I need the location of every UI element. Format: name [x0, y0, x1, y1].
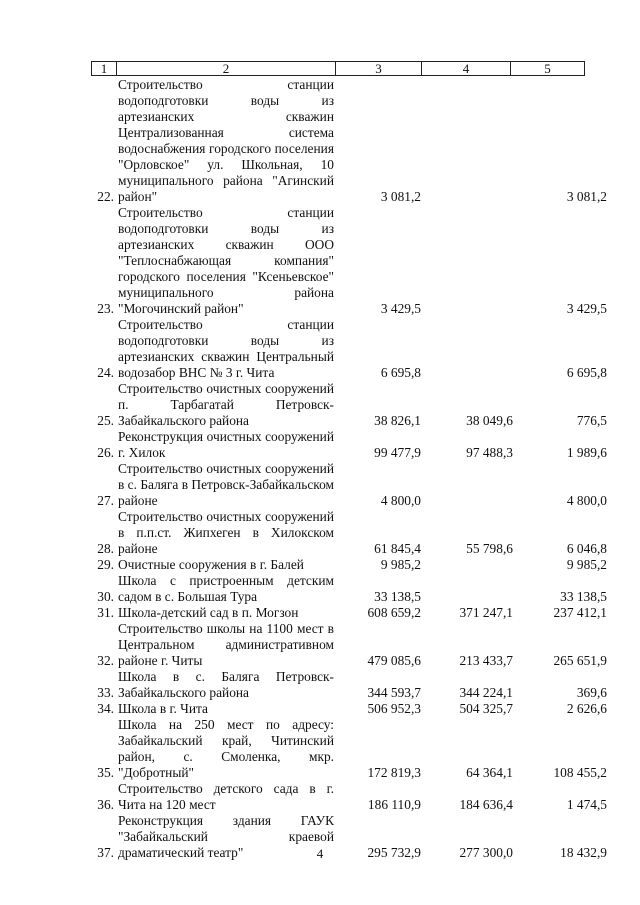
table-row: [0, 557, 640, 573]
header-col-5: 5: [544, 61, 551, 76]
row-name: Строительство станции водоподготовки воды из артезианских скважин Централизованная система водоснабжения городского поселения "Орловское" ул. Школьная, 10 муниципального района "Агинский район": [118, 77, 334, 204]
row-value-col5: 265 651,9: [553, 653, 607, 668]
row-value-total: 344 593,7: [367, 685, 421, 700]
table-body: [0, 77, 640, 861]
row-value-col5: 108 455,2: [553, 765, 607, 780]
row-number: 37.: [97, 845, 114, 860]
row-value-col4: 344 224,1: [459, 685, 513, 700]
row-name: Реконструкция здания ГАУК "Забайкальский краевой драматический театр": [118, 813, 334, 860]
row-value-col5: 6 046,8: [566, 541, 607, 556]
table-row: [0, 381, 640, 429]
row-value-col5: 3 081,2: [566, 189, 607, 204]
row-number: 35.: [97, 765, 114, 780]
table-row: [0, 605, 640, 621]
row-value-total: 3 429,5: [380, 301, 421, 316]
row-value-col4: 371 247,1: [459, 605, 513, 620]
header-col-1: 1: [92, 62, 117, 75]
row-value-col5: 9 985,2: [566, 557, 607, 572]
row-number: 22.: [97, 189, 114, 204]
row-name: Строительство станции водоподготовки воды из артезианских скважин Центральный водозабор ВНС № 3 г. Чита: [118, 317, 334, 380]
row-name: Строительство станции водоподготовки воды из артезианских скважин ООО "Теплоснабжающая компания" городского поселения "Ксеньевское" муниципального района "Могочинский район": [118, 205, 334, 316]
row-value-col4: 213 433,7: [459, 653, 513, 668]
row-number: 30.: [97, 589, 114, 604]
row-value-col5: 237 412,1: [553, 605, 607, 620]
row-value-col4: 184 636,4: [459, 797, 513, 812]
table-row: [0, 205, 640, 317]
row-value-col4: 64 364,1: [466, 765, 513, 780]
row-value-col5: 776,5: [576, 413, 607, 428]
table-row: [0, 429, 640, 461]
row-value-col5: 3 429,5: [566, 301, 607, 316]
row-number: 23.: [97, 301, 114, 316]
row-value-total: 99 477,9: [374, 445, 421, 460]
row-name: Школа в с. Баляга Петровск-Забайкальского района: [118, 669, 334, 700]
row-value-col4: 55 798,6: [466, 541, 513, 556]
row-value-col4: 277 300,0: [459, 845, 513, 860]
row-name: Школа с пристроенным детским садом в с. Большая Тура: [118, 573, 334, 604]
table-row: [0, 317, 640, 381]
row-value-total: 3 081,2: [380, 189, 421, 204]
row-value-total: 6 695,8: [380, 365, 421, 380]
table-row: [0, 461, 640, 509]
row-name: Строительство детского сада в г. Чита на 120 мест: [118, 781, 334, 812]
row-number: 26.: [97, 445, 114, 460]
row-name: Очистные сооружения в г. Балей: [118, 557, 304, 572]
row-value-col4: 97 488,3: [466, 445, 513, 460]
row-value-total: 186 110,9: [367, 797, 421, 812]
row-name: Школа в г. Чита: [118, 701, 208, 716]
row-value-total: 479 085,6: [367, 653, 421, 668]
row-value-col5: 369,6: [576, 685, 607, 700]
row-number: 32.: [97, 653, 114, 668]
row-name: Школа на 250 мест по адресу: Забайкальский край, Читинский район, с. Смоленка, мкр. "Добротный": [118, 717, 334, 780]
row-value-total: 608 659,2: [367, 605, 421, 620]
row-value-total: 4 800,0: [380, 493, 421, 508]
row-name: Школа-детский сад в п. Могзон: [118, 605, 299, 620]
row-number: 31.: [97, 605, 114, 620]
row-value-col5: 33 138,5: [560, 589, 607, 604]
row-number: 27.: [97, 493, 114, 508]
row-value-col4: 38 049,6: [466, 413, 513, 428]
row-value-col4: 504 325,7: [459, 701, 513, 716]
row-value-total: 61 845,4: [374, 541, 421, 556]
row-value-total: 506 952,3: [367, 701, 421, 716]
table-header: [91, 61, 585, 76]
row-number: 29.: [97, 557, 114, 572]
row-number: 28.: [97, 541, 114, 556]
row-value-total: 172 819,3: [367, 765, 421, 780]
row-name: Реконструкция очистных сооружений г. Хилок: [118, 429, 334, 460]
row-number: 24.: [97, 365, 114, 380]
row-value-col5: 18 432,9: [560, 845, 607, 860]
page-number: 4: [316, 846, 324, 861]
table-row: [0, 781, 640, 813]
row-name: Строительство очистных сооружений в с. Баляга в Петровск-Забайкальском районе: [118, 461, 334, 508]
table-row: [0, 669, 640, 701]
row-value-total: 33 138,5: [374, 589, 421, 604]
header-col-3: 3: [336, 62, 422, 75]
row-number: 34.: [97, 701, 114, 716]
row-value-total: 9 985,2: [380, 557, 421, 572]
row-name: Строительство очистных сооружений в п.п.ст. Жипхеген в Хилокском районе: [118, 509, 334, 556]
table-row: [0, 621, 640, 669]
row-number: 33.: [97, 685, 114, 700]
table-row: [0, 509, 640, 557]
row-name: Строительство очистных сооружений п. Тарбагатай Петровск-Забайкальского района: [118, 381, 334, 428]
table-row: [0, 717, 640, 781]
header-col-2: 2: [117, 62, 336, 75]
row-value-total: 38 826,1: [374, 413, 421, 428]
row-number: 36.: [97, 797, 114, 812]
row-value-col5: 2 626,6: [566, 701, 607, 716]
table-row: [0, 573, 640, 605]
row-value-col5: 1 989,6: [566, 445, 607, 460]
table-row: [0, 77, 640, 205]
row-value-col5: 4 800,0: [566, 493, 607, 508]
row-value-col5: 6 695,8: [566, 365, 607, 380]
header-col-4: 4: [422, 62, 511, 75]
row-value-total: 295 732,9: [367, 845, 421, 860]
row-name: Строительство школы на 1100 мест в Центральном административном районе г. Читы: [118, 621, 334, 668]
row-number: 25.: [97, 413, 114, 428]
table-row: [0, 701, 640, 717]
row-value-col5: 1 474,5: [566, 797, 607, 812]
